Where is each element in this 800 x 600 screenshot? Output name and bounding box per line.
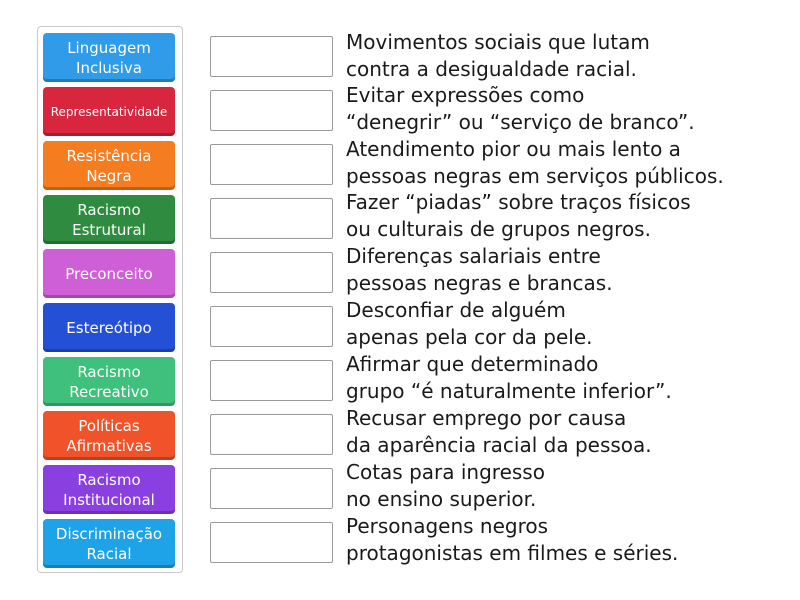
description-text: Desconfiar de alguém apenas pela cor da pele. [346, 298, 593, 349]
tile-racismo-institucional[interactable] [43, 465, 175, 514]
tile-label: Políticas Afirmativas [66, 416, 152, 455]
drop-slot[interactable] [210, 144, 333, 185]
tile-representatividade[interactable] [43, 87, 175, 136]
tile-label: Racismo Recreativo [69, 362, 149, 401]
tile-label: Representatividade [50, 104, 168, 119]
drop-slot[interactable] [210, 522, 333, 563]
drop-slot[interactable] [210, 306, 333, 347]
tile-racismo-recreativo[interactable] [43, 357, 175, 406]
description-text: Afirmar que determinado grupo “é naturalmente inferior”. [346, 352, 672, 403]
drop-slot[interactable] [210, 198, 333, 239]
description-text: Cotas para ingresso no ensino superior. [346, 460, 545, 511]
description-text: Recusar emprego por causa da aparência racial da pessoa. [346, 406, 652, 457]
drop-slot[interactable] [210, 90, 333, 131]
drop-slot[interactable] [210, 36, 333, 77]
description-text: Evitar expressões como “denegrir” ou “serviço de branco”. [346, 83, 695, 134]
drop-slot[interactable] [210, 414, 333, 455]
tile-label: Resistência Negra [66, 146, 152, 185]
tile-label: Racismo Institucional [63, 470, 155, 509]
tile-linguagem-inclusiva[interactable] [43, 33, 175, 82]
description-text: Fazer “piadas” sobre traços físicos ou culturais de grupos negros. [346, 190, 691, 241]
description-text: Personagens negros protagonistas em filmes e séries. [346, 514, 679, 565]
tile-label: Estereótipo [66, 318, 152, 337]
description-text: Atendimento pior ou mais lento a pessoas negras em serviços públicos. [346, 137, 724, 188]
tile-resistencia-negra[interactable] [43, 141, 175, 190]
description-text: Diferenças salariais entre pessoas negras e brancas. [346, 244, 613, 295]
tile-label: Racismo Estrutural [72, 200, 146, 239]
tile-preconceito[interactable] [43, 249, 175, 298]
tile-racismo-estrutural[interactable] [43, 195, 175, 244]
tile-label: Preconceito [65, 264, 153, 283]
tile-label: Discriminação Racial [55, 524, 163, 563]
drop-slot[interactable] [210, 360, 333, 401]
drop-slot[interactable] [210, 252, 333, 293]
description-text: Movimentos sociais que lutam contra a desigualdade racial. [346, 30, 650, 81]
drop-slot[interactable] [210, 468, 333, 509]
tile-discriminacao-racial[interactable] [43, 519, 175, 568]
tile-label: Linguagem Inclusiva [67, 38, 151, 77]
tile-estereotipo[interactable] [43, 303, 175, 352]
tile-politicas-afirmativas[interactable] [43, 411, 175, 460]
